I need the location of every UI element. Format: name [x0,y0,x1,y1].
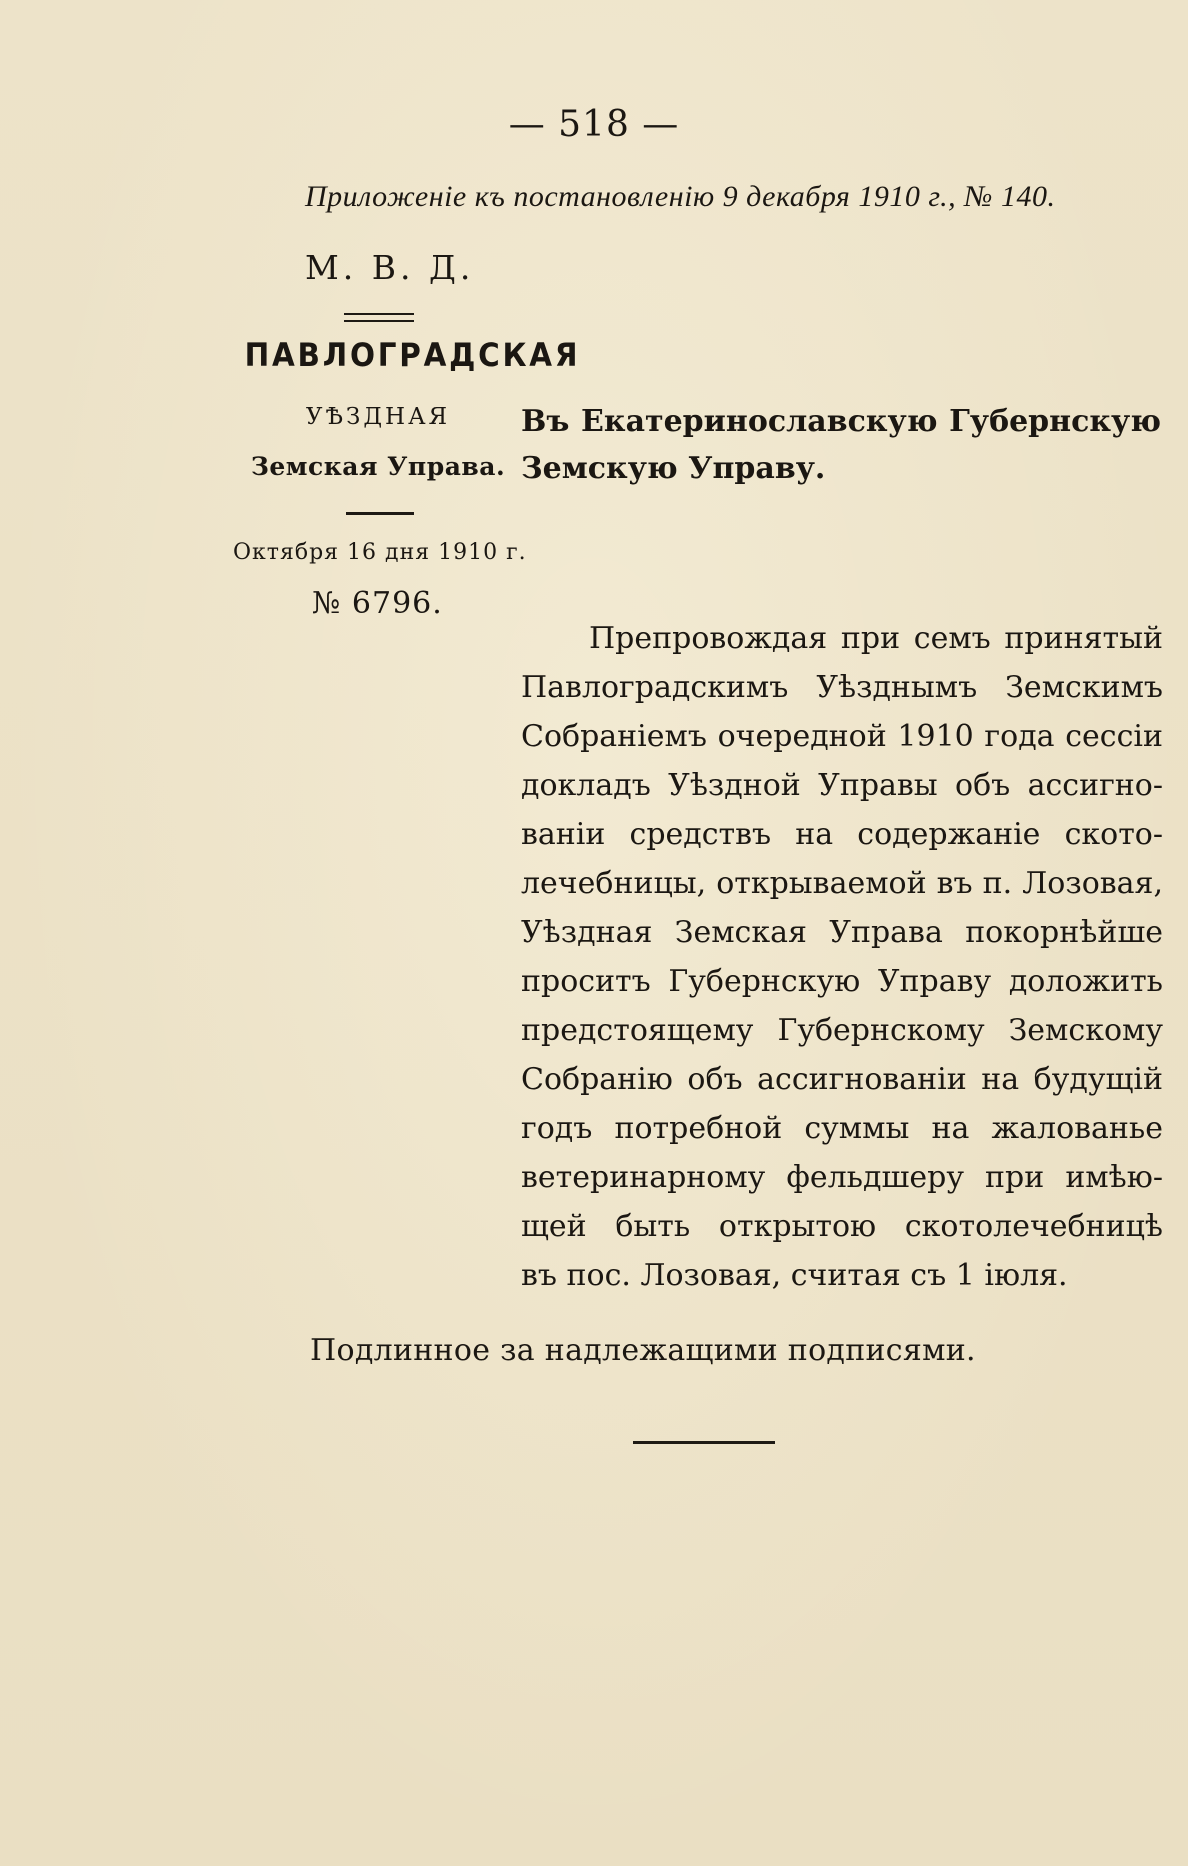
letter-date: Октября 16 дня 1910 г. [233,540,527,565]
body-line: проситъ Губернскую Управу доложить [521,964,1163,999]
letter-body [521,614,1163,1300]
ministry-abbreviation: М. В. Д. [305,248,475,287]
body-line: ветеринарному фельдшеру при имѣю- [521,1160,1163,1195]
sender-office-name: ПАВЛОГРАДСКАЯ [244,336,581,374]
body-line: Уѣздная Земская Управа покорнѣйше [521,915,1163,950]
body-line: Собранію объ ассигнованіи на будущій [521,1062,1163,1097]
addressee-line: Въ Екатеринославскую Губернскую [521,404,1161,439]
body-line: лечебницы, открываемой въ п. Лозовая, [521,866,1163,901]
sender-office-type: УѢЗДНАЯ [305,404,451,430]
certification-note: Подлинное за надлежащими подписями. [310,1333,976,1368]
double-rule-divider [344,313,414,322]
page-number: — 518 — [508,104,680,145]
closing-rule [633,1441,775,1444]
appendix-note: Приложеніе къ постановленію 9 декабря 1910 г., № 140. [305,180,1056,213]
body-line: годъ потребной суммы на жалованье [521,1111,1163,1146]
body-line: Собраніемъ очередной 1910 года сессіи [521,719,1163,754]
rule-divider [346,512,414,515]
body-line: предстоящему Губернскому Земскому [521,1013,1163,1048]
body-line: ваніи средствъ на содержаніе ското- [521,817,1163,852]
body-line: въ пос. Лозовая, считая съ 1 іюля. [521,1258,1068,1293]
body-line: щей быть открытою скотолечебницѣ [521,1209,1163,1244]
outgoing-number: № 6796. [312,586,443,621]
body-line: докладъ Уѣздной Управы объ ассигно- [521,768,1163,803]
addressee-line: Земскую Управу. [521,451,826,486]
sender-office-body: Земская Управа. [250,452,506,481]
addressee [521,398,1161,492]
body-line: Препровождая при семъ принятый [589,621,1163,656]
body-line: Павлоградскимъ Уѣзднымъ Земскимъ [521,670,1163,705]
